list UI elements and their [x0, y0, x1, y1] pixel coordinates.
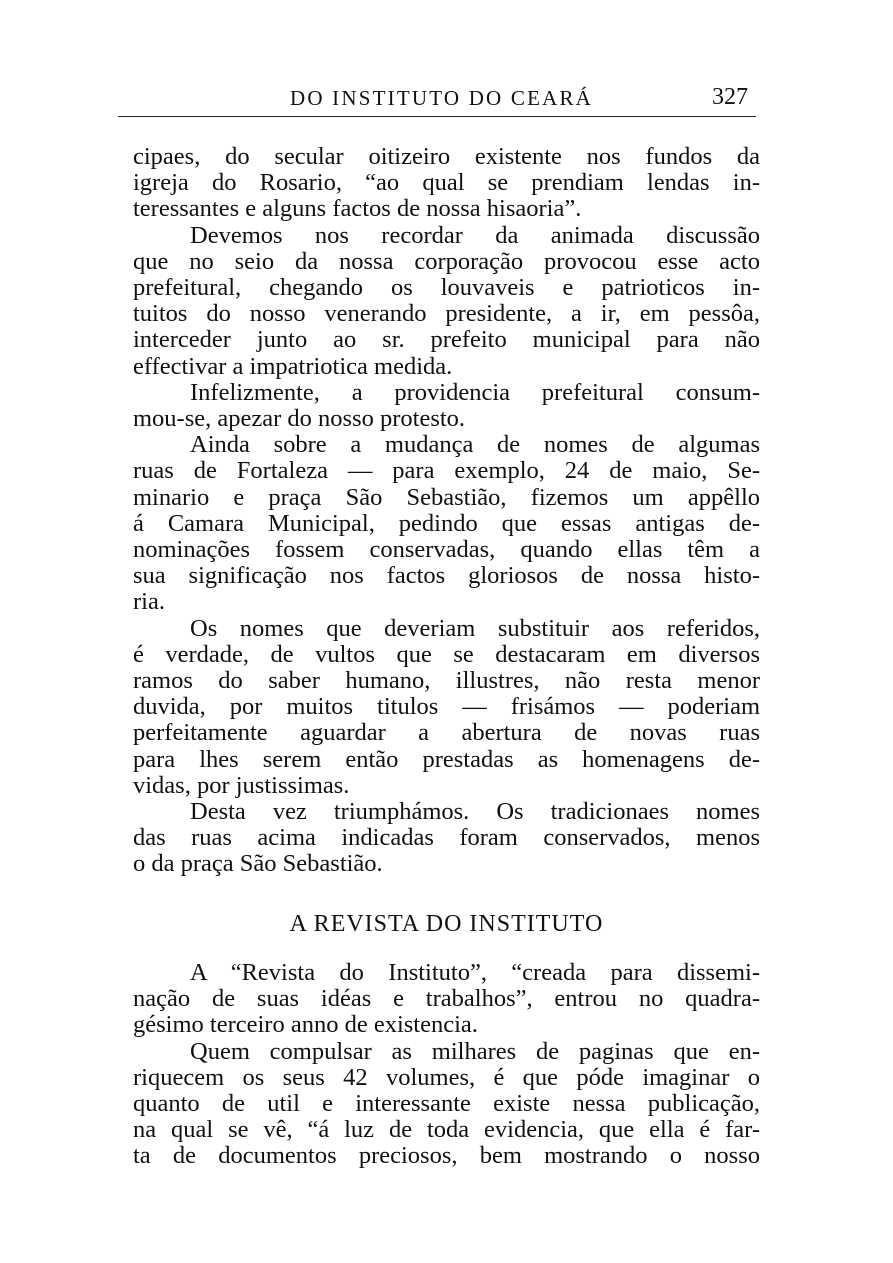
running-head-title: DO INSTITUTO DO CEARÁ: [290, 86, 594, 110]
header-rule: [118, 116, 756, 117]
text-line: á Camara Municipal, pedindo que essas antigas de-: [133, 509, 760, 537]
text-line: na qual se vê, “á luz de toda evidencia, que ella é far-: [133, 1116, 760, 1144]
text-line: interceder junto ao sr. prefeito municipal para não: [133, 326, 760, 354]
text-line: vidas, por justissimas.: [133, 771, 350, 799]
text-line: nação de suas idéas e trabalhos”, entrou no quadra-: [133, 985, 760, 1013]
text-line: que no seio da nossa corporação provocou esse acto: [133, 247, 760, 275]
text-line: sua significação nos factos gloriosos de nossa histo-: [133, 562, 760, 590]
text-line: igreja do Rosario, “ao qual se prendiam lendas in-: [133, 169, 760, 197]
text-line: prefeitural, chegando os louvaveis e patrioticos in-: [133, 274, 760, 301]
text-line: ramos do saber humano, illustres, não resta menor: [133, 667, 760, 694]
text-line: ria.: [133, 588, 165, 616]
text-line: tuitos do nosso venerando presidente, a ir, em pessôa,: [133, 300, 760, 328]
text-line: o da praça São Sebastião.: [133, 850, 383, 878]
text-line: Quem compulsar as milhares de paginas que en-: [190, 1037, 760, 1065]
text-line: minario e praça São Sebastião, fizemos um appêllo: [133, 483, 760, 511]
text-line: effectivar a impatriotica medida.: [133, 352, 453, 380]
text-line: riquecem os seus 42 volumes, é que póde imaginar o: [133, 1063, 760, 1091]
text-line: mou-se, apezar do nosso protesto.: [133, 405, 466, 432]
text-line: Infelizmente, a providencia prefeitural consum-: [190, 378, 760, 406]
text-line: cipaes, do secular oitizeiro existente nos fundos da: [133, 143, 760, 170]
page-number: 327: [712, 84, 748, 110]
text-line: perfeitamente aguardar a abertura de novas ruas: [133, 719, 760, 747]
text-line: quanto de util e interessante existe nessa publicação,: [133, 1090, 760, 1117]
text-line: Devemos nos recordar da animada discussão: [190, 221, 760, 249]
text-line: das ruas acima indicadas foram conservados, menos: [133, 824, 760, 852]
section-heading: A REVISTA DO INSTITUTO: [289, 911, 604, 937]
text-line: Os nomes que deveriam substituir aos referidos,: [190, 614, 760, 642]
text-line: para lhes serem então prestadas as homenagens de-: [133, 745, 760, 773]
text-line: ta de documentos preciosos, bem mostrando o nosso: [133, 1142, 760, 1170]
text-line: ruas de Fortaleza — para exemplo, 24 de maio, Se-: [133, 457, 760, 485]
text-line: duvida, por muitos titulos — frisámos — poderiam: [133, 693, 760, 721]
text-line: Desta vez triumphámos. Os tradicionaes nomes: [190, 798, 760, 825]
text-line: gésimo terceiro anno de existencia.: [133, 1011, 478, 1039]
text-line: teressantes e alguns factos de nossa hisaoria”.: [133, 195, 582, 223]
text-line: Ainda sobre a mudança de nomes de algumas: [190, 431, 760, 459]
text-line: é verdade, de vultos que se destacaram em diversos: [133, 640, 760, 668]
text-line: nominações fossem conservadas, quando ellas têm a: [133, 536, 760, 563]
text-line: A “Revista do Instituto”, “creada para dissemi-: [190, 959, 760, 986]
